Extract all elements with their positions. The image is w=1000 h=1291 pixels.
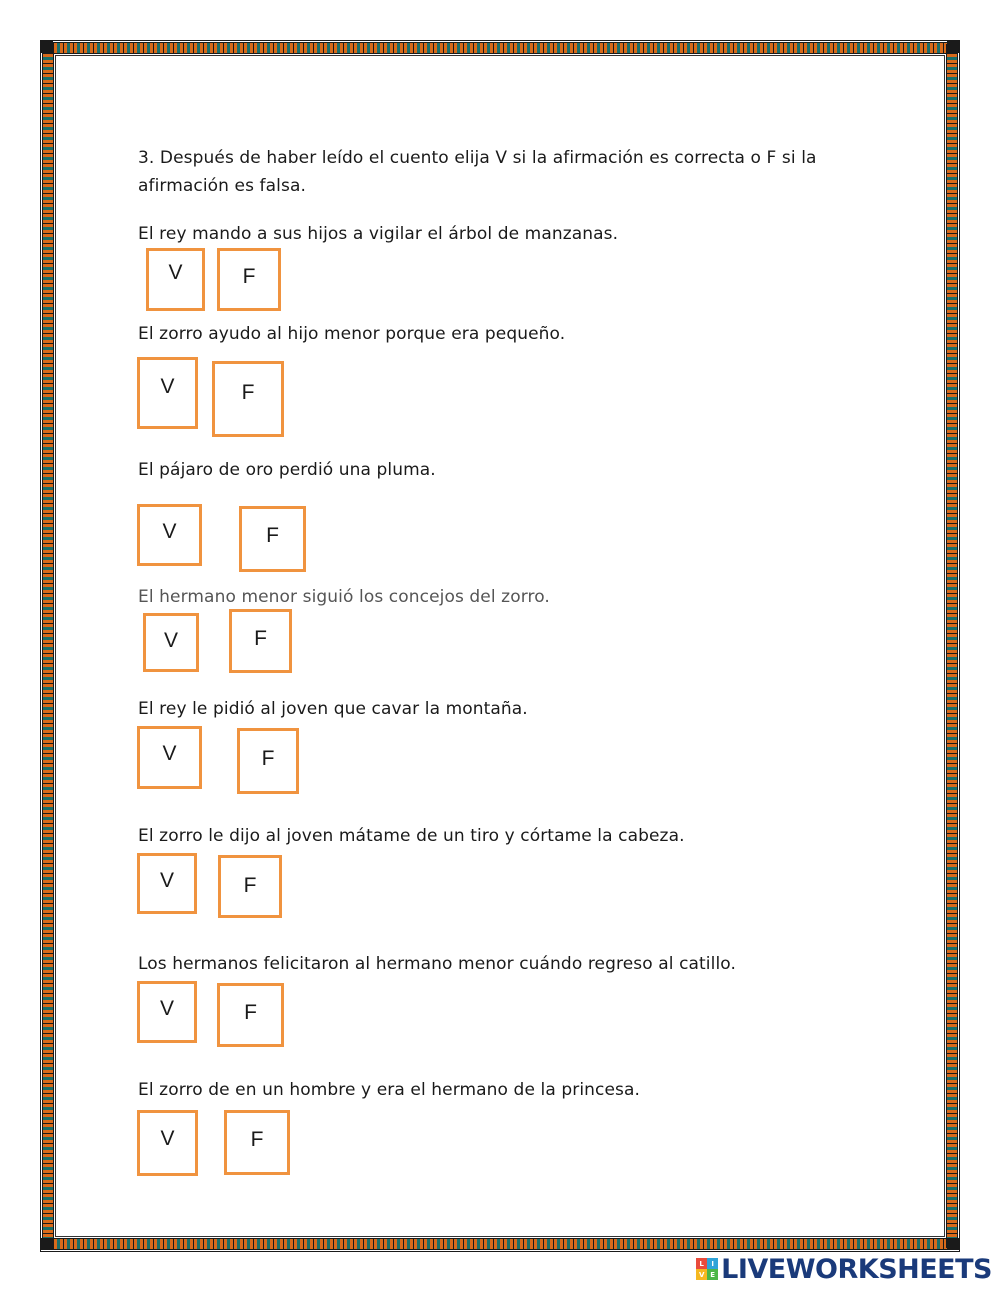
true-label: V bbox=[159, 997, 174, 1020]
instructions: 3. Después de haber leído el cuento elija V si la afirmación es correcta o F si la afirmación es falsa. bbox=[138, 148, 817, 196]
false-answer-box[interactable] bbox=[224, 1110, 290, 1175]
question-statement: El rey le pidió al joven que cavar la montaña. bbox=[138, 699, 528, 719]
false-answer-box[interactable] bbox=[218, 855, 282, 918]
true-label: V bbox=[160, 1127, 175, 1150]
logo-text: LIVEWORKSHEETS bbox=[721, 1253, 992, 1285]
false-label: F bbox=[241, 381, 255, 404]
true-label: V bbox=[162, 742, 177, 765]
question-statement: El zorro de en un hombre y era el hermano de la princesa. bbox=[138, 1080, 641, 1100]
true-answer-box[interactable] bbox=[137, 357, 198, 429]
false-label: F bbox=[261, 747, 275, 770]
question-statement: El zorro ayudo al hijo menor porque era pequeño. bbox=[138, 324, 566, 344]
question-statement: El hermano menor siguió los concejos del zorro. bbox=[138, 587, 550, 607]
liveworksheets-logo[interactable] bbox=[696, 1253, 992, 1285]
false-label: F bbox=[243, 874, 257, 897]
true-label: V bbox=[159, 869, 174, 892]
question-statement: El rey mando a sus hijos a vigilar el árbol de manzanas. bbox=[138, 224, 619, 244]
false-answer-box[interactable] bbox=[237, 728, 299, 794]
liveworksheets-logo-icon: L I V E bbox=[696, 1258, 718, 1280]
false-answer-box[interactable] bbox=[217, 248, 281, 311]
false-label: F bbox=[244, 1001, 257, 1024]
true-answer-box[interactable] bbox=[137, 504, 202, 566]
true-answer-box[interactable] bbox=[137, 853, 197, 914]
false-label: F bbox=[242, 265, 256, 288]
false-label: F bbox=[254, 627, 267, 650]
true-answer-box[interactable] bbox=[137, 981, 197, 1043]
true-label: V bbox=[163, 629, 178, 652]
true-answer-box[interactable] bbox=[137, 1110, 198, 1176]
question-statement: El zorro le dijo al joven mátame de un tiro y córtame la cabeza. bbox=[138, 826, 685, 846]
false-answer-box[interactable] bbox=[212, 361, 284, 437]
true-answer-box[interactable] bbox=[143, 613, 199, 672]
question-statement: Los hermanos felicitaron al hermano menor cuándo regreso al catillo. bbox=[138, 954, 736, 974]
false-answer-box[interactable] bbox=[217, 983, 284, 1047]
true-answer-box[interactable] bbox=[146, 248, 205, 311]
true-label: V bbox=[168, 261, 183, 284]
question-statement: El pájaro de oro perdió una pluma. bbox=[138, 460, 436, 480]
false-label: F bbox=[250, 1128, 264, 1151]
false-answer-box[interactable] bbox=[229, 609, 292, 673]
false-label: F bbox=[266, 524, 279, 547]
false-answer-box[interactable] bbox=[239, 506, 306, 572]
true-label: V bbox=[162, 520, 177, 543]
true-answer-box[interactable] bbox=[137, 726, 202, 789]
true-label: V bbox=[160, 375, 175, 398]
